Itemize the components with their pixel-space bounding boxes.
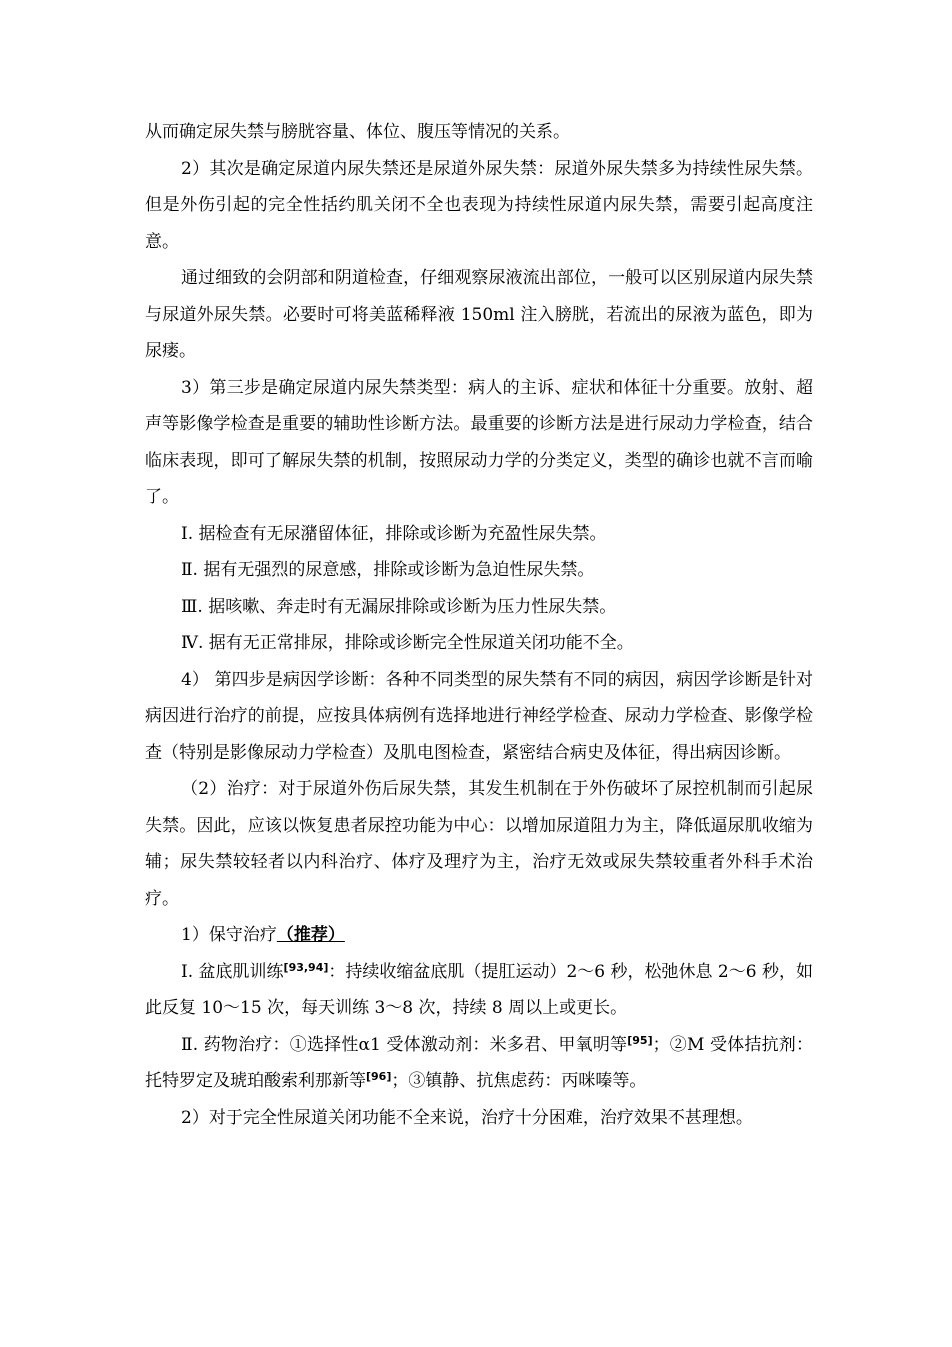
paragraph: 从而确定尿失禁与膀胱容量、体位、腹压等情况的关系。	[145, 122, 570, 142]
list-item: Ⅱ. 据有无强烈的尿意感，排除或诊断为急迫性尿失禁。	[181, 560, 595, 580]
reference-marker: [93,94]	[283, 960, 329, 974]
recommended-tag: （推荐）	[276, 925, 345, 945]
paragraph-text: Ⅰ. 盆底肌训练	[181, 961, 284, 982]
paragraph: 2）其次是确定尿道内尿失禁还是尿道外尿失禁：尿道外尿失禁多为持续性尿失禁。但是外伤引起的完全性括约肌关闭不全也表现为持续性尿道内尿失禁，需要引起高度注意。	[145, 158, 813, 252]
heading-text: 1）保守治疗	[181, 925, 277, 945]
paragraph: 2）对于完全性尿道关闭功能不全来说，治疗十分困难，治疗效果不甚理想。	[181, 1107, 753, 1128]
list-item: Ⅲ. 据咳嗽、奔走时有无漏尿排除或诊断为压力性尿失禁。	[181, 596, 617, 617]
section-heading	[145, 917, 813, 954]
paragraph: 3）第三步是确定尿道内尿失禁类型：病人的主诉、症状和体征十分重要。放射、超声等影像学检查是重要的辅助性诊断方法。最重要的诊断方法是进行尿动力学检查，结合临床表现，即可了解尿失禁的机制，按照尿动力学的分类定义，类型的确诊也就不言而喻了。	[145, 377, 813, 507]
paragraph-text: ：持续收缩盆底肌（提肛运动）2～6 秒，松弛休息 2～6 秒，如此反复 10～15 次，每天训练 3～8 次，持续 8 周以上或更长。	[145, 961, 813, 1018]
paragraph-text: ；③镇静、抗焦虑药：丙咪嗪等。	[391, 1071, 647, 1091]
reference-marker: [96]	[366, 1070, 392, 1083]
list-item: Ⅰ. 据检查有无尿潴留体征，排除或诊断为充盈性尿失禁。	[181, 523, 607, 544]
paragraph: 通过细致的会阴部和阴道检查，仔细观察尿液流出部位，一般可以区别尿道内尿失禁与尿道外尿失禁。必要时可将美蓝稀释液 150ml 注入膀胱，若流出的尿液为蓝色，即为尿瘘。	[145, 268, 813, 361]
paragraph	[145, 1027, 813, 1100]
paragraph: （2）治疗：对于尿道外伤后尿失禁，其发生机制在于外伤破坏了尿控机制而引起尿失禁。因此，应该以恢复患者尿控功能为中心：以增加尿道阻力为主，降低逼尿肌收缩为辅；尿失禁较轻者以内科治疗、体疗及理疗为主，治疗无效或尿失禁较重者外科手术治疗。	[145, 779, 813, 909]
list-item: Ⅳ. 据有无正常排尿，排除或诊断完全性尿道关闭功能不全。	[181, 633, 634, 653]
paragraph-text: ；②M 受体拮抗剂：托特罗定及琥珀酸索利那新等	[145, 1034, 814, 1091]
paragraph-text: Ⅱ. 药物治疗：①选择性α1 受体激动剂：米多君、甲氧明等	[181, 1034, 628, 1055]
reference-marker: [95]	[627, 1033, 653, 1047]
body-text	[145, 114, 813, 1136]
paragraph: 4） 第四步是病因学诊断：各种不同类型的尿失禁有不同的病因，病因学诊断是针对病因进行治疗的前提，应按具体病例有选择地进行神经学检查、尿动力学检查、影像学检查（特别是影像尿动力学检查）及肌电图检查，紧密结合病史及体征，得出病因诊断。	[145, 669, 813, 763]
paragraph	[145, 954, 813, 1027]
